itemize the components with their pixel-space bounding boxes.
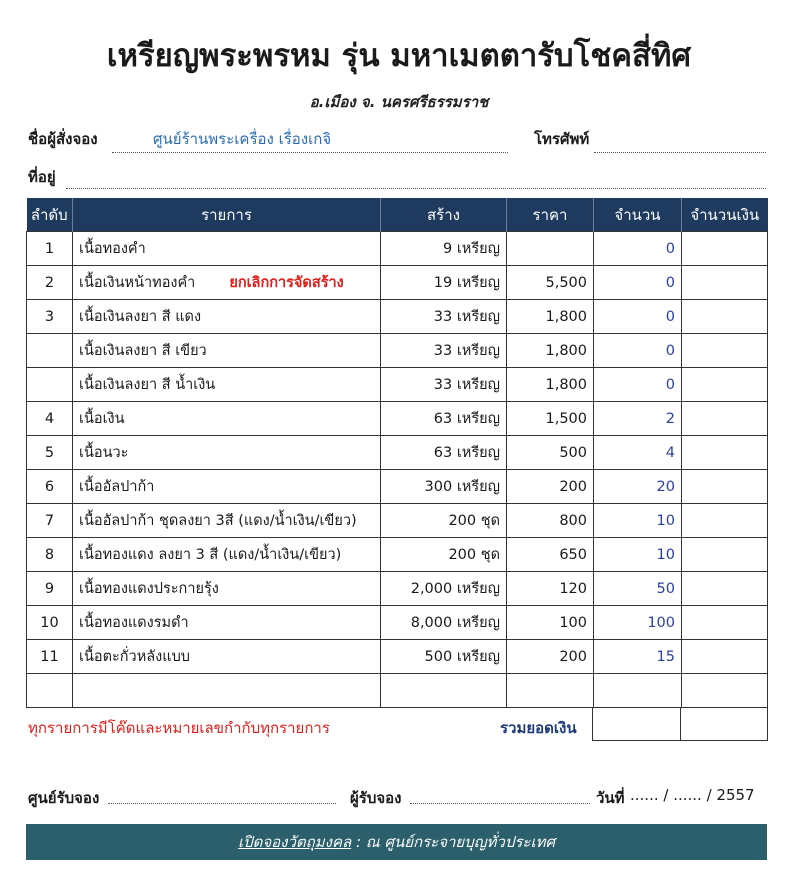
cell-item-text: เนื้อเงินลงยา สี น้ำเงิน bbox=[79, 377, 216, 393]
date-field[interactable]: ...... / ...... / 2557 bbox=[630, 786, 755, 804]
header-no: ลำดับ bbox=[27, 198, 73, 232]
cell-amount[interactable] bbox=[682, 232, 768, 266]
cell-item-text: เนื้อเงิน bbox=[79, 411, 125, 427]
cell-qty[interactable] bbox=[594, 606, 682, 640]
cell-made-text: 300 เหรียญ bbox=[424, 479, 500, 495]
cell-made-text: 33 เหรียญ bbox=[433, 377, 500, 393]
cell-item bbox=[73, 402, 381, 436]
cell-item bbox=[73, 368, 381, 402]
cell-price bbox=[507, 368, 594, 402]
center-field[interactable] bbox=[108, 803, 336, 804]
address-field[interactable] bbox=[66, 188, 766, 189]
cell-price bbox=[507, 674, 594, 708]
cell-made bbox=[381, 436, 507, 470]
cell-made-text: 2,000 เหรียญ bbox=[410, 581, 500, 597]
cell-qty[interactable] bbox=[594, 640, 682, 674]
cell-no bbox=[27, 674, 73, 708]
cell-qty[interactable] bbox=[594, 334, 682, 368]
cell-price-text: 5,500 bbox=[545, 274, 587, 291]
center-label: ศูนย์รับจอง bbox=[28, 789, 100, 807]
cell-no-text: 6 bbox=[44, 478, 55, 495]
code-note: ทุกรายการมีโค๊ดและหมายเลขกำกับทุกรายการ bbox=[28, 719, 330, 737]
bottom-banner bbox=[26, 824, 767, 860]
cell-no-text: 3 bbox=[44, 308, 55, 325]
cell-made bbox=[381, 640, 507, 674]
cell-item-text: เนื้อทองแดง ลงยา 3 สี (แดง/น้ำเงิน/เขียว) bbox=[79, 547, 342, 563]
cell-made bbox=[381, 674, 507, 708]
cell-qty-text: 0 bbox=[665, 376, 675, 393]
cell-price-text: 500 bbox=[559, 444, 587, 461]
cell-price bbox=[507, 300, 594, 334]
cell-price-text: 1,800 bbox=[545, 342, 587, 359]
cell-qty-text: 0 bbox=[665, 342, 675, 359]
cell-made-text: 9 เหรียญ bbox=[443, 241, 500, 257]
cell-qty[interactable] bbox=[594, 504, 682, 538]
table-row bbox=[27, 402, 768, 436]
header-price: ราคา bbox=[507, 198, 594, 232]
cell-amount[interactable] bbox=[682, 334, 768, 368]
cell-no-text: 11 bbox=[40, 648, 59, 665]
cell-made-text: 8,000 เหรียญ bbox=[410, 615, 500, 631]
cell-no bbox=[27, 334, 73, 368]
cell-price-text: 120 bbox=[559, 580, 587, 597]
cell-made bbox=[381, 402, 507, 436]
table-row bbox=[27, 334, 768, 368]
cell-amount[interactable] bbox=[682, 504, 768, 538]
date-label: วันที่ bbox=[596, 789, 625, 807]
header-item: รายการ bbox=[73, 198, 381, 232]
cell-no-text: 7 bbox=[44, 512, 55, 529]
cell-made bbox=[381, 470, 507, 504]
cell-item bbox=[73, 436, 381, 470]
cell-item bbox=[73, 572, 381, 606]
cell-made bbox=[381, 232, 507, 266]
total-amount-box[interactable] bbox=[680, 707, 768, 741]
cell-item bbox=[73, 674, 381, 708]
cell-made-text: 19 เหรียญ bbox=[433, 275, 500, 291]
orderer-line bbox=[112, 152, 508, 153]
cell-made bbox=[381, 572, 507, 606]
cell-item-text: เนื้อนวะ bbox=[79, 445, 129, 461]
cell-made bbox=[381, 538, 507, 572]
cell-price bbox=[507, 436, 594, 470]
cell-qty[interactable] bbox=[594, 674, 682, 708]
cell-made-text: 63 เหรียญ bbox=[433, 445, 500, 461]
cell-amount[interactable] bbox=[682, 402, 768, 436]
orderer-label: ชื่อผู้สั่งจอง bbox=[28, 130, 98, 148]
cell-qty-text: 15 bbox=[656, 648, 675, 665]
table-row bbox=[27, 572, 768, 606]
cell-no-text: 10 bbox=[40, 614, 59, 631]
total-qty-box bbox=[592, 707, 681, 741]
cell-price bbox=[507, 538, 594, 572]
cell-amount[interactable] bbox=[682, 572, 768, 606]
table-row bbox=[27, 436, 768, 470]
cell-price bbox=[507, 640, 594, 674]
cell-item-text: เนื้อเงินหน้าทองคำ bbox=[79, 275, 196, 291]
phone-label: โทรศัพท์ bbox=[534, 130, 590, 148]
cell-no bbox=[27, 606, 73, 640]
cancel-note: ยกเลิกการจัดสร้าง bbox=[229, 275, 344, 291]
cell-no bbox=[27, 402, 73, 436]
orderer-value[interactable]: ศูนย์ร้านพระเครื่อง เรื่องเกจิ bbox=[153, 130, 332, 148]
cell-made bbox=[381, 606, 507, 640]
cell-price bbox=[507, 402, 594, 436]
cell-qty-text: 50 bbox=[656, 580, 675, 597]
cell-price-text: 200 bbox=[559, 478, 587, 495]
cell-made bbox=[381, 300, 507, 334]
address-label: ที่อยู่ bbox=[28, 168, 56, 186]
cell-no bbox=[27, 266, 73, 300]
cell-item bbox=[73, 606, 381, 640]
cell-qty[interactable] bbox=[594, 266, 682, 300]
cell-made bbox=[381, 504, 507, 538]
cell-item-text: เนื้อทองแดงรมดำ bbox=[79, 615, 189, 631]
cell-qty[interactable] bbox=[594, 436, 682, 470]
cell-qty-text: 0 bbox=[665, 308, 675, 325]
cell-item-text: เนื้ออัลปาก้า ชุดลงยา 3สี (แดง/น้ำเงิน/เขียว) bbox=[79, 513, 357, 529]
cell-no-text: 9 bbox=[44, 580, 55, 597]
cell-price bbox=[507, 504, 594, 538]
header-qty: จำนวน bbox=[594, 198, 682, 232]
table-row bbox=[27, 674, 768, 708]
cell-amount[interactable] bbox=[682, 606, 768, 640]
cell-item bbox=[73, 300, 381, 334]
cell-made-text: 33 เหรียญ bbox=[433, 343, 500, 359]
table-row bbox=[27, 470, 768, 504]
cell-made-text: 500 เหรียญ bbox=[424, 649, 500, 665]
cell-made bbox=[381, 334, 507, 368]
table-row bbox=[27, 232, 768, 266]
cell-qty[interactable] bbox=[594, 368, 682, 402]
cell-made bbox=[381, 368, 507, 402]
table-header-row bbox=[27, 198, 768, 232]
cell-amount[interactable] bbox=[682, 368, 768, 402]
cell-price bbox=[507, 606, 594, 640]
cell-item bbox=[73, 334, 381, 368]
phone-field[interactable] bbox=[594, 152, 766, 153]
table-row bbox=[27, 300, 768, 334]
header-made: สร้าง bbox=[381, 198, 507, 232]
cell-item-text: เนื้อเงินลงยา สี เขียว bbox=[79, 343, 207, 359]
cell-made-text: 200 ชุด bbox=[448, 547, 500, 563]
cell-amount[interactable] bbox=[682, 436, 768, 470]
cell-made bbox=[381, 266, 507, 300]
banner-lead: เปิดจองวัตถุมงคล bbox=[237, 833, 352, 851]
cell-no bbox=[27, 572, 73, 606]
cell-no-text: 1 bbox=[44, 240, 55, 257]
cell-no bbox=[27, 640, 73, 674]
cell-qty-text: 10 bbox=[656, 546, 675, 563]
cell-item-text: เนื้อเงินลงยา สี แดง bbox=[79, 309, 202, 325]
cell-item bbox=[73, 266, 381, 300]
cell-item bbox=[73, 470, 381, 504]
table-row bbox=[27, 266, 768, 300]
cell-item-text: เนื้อทองคำ bbox=[79, 241, 146, 257]
cell-no bbox=[27, 300, 73, 334]
cell-made-text: 63 เหรียญ bbox=[433, 411, 500, 427]
cell-qty-text: 20 bbox=[656, 478, 675, 495]
cell-no bbox=[27, 538, 73, 572]
cell-made-text: 33 เหรียญ bbox=[433, 309, 500, 325]
cell-amount[interactable] bbox=[682, 266, 768, 300]
cell-no-text: 4 bbox=[44, 410, 55, 427]
cell-price bbox=[507, 470, 594, 504]
table-row bbox=[27, 538, 768, 572]
cell-qty[interactable] bbox=[594, 402, 682, 436]
cell-qty[interactable] bbox=[594, 232, 682, 266]
cell-qty[interactable] bbox=[594, 572, 682, 606]
cell-no bbox=[27, 504, 73, 538]
cell-price-text: 200 bbox=[559, 648, 587, 665]
cell-no bbox=[27, 368, 73, 402]
cell-price bbox=[507, 334, 594, 368]
cell-qty-text: 4 bbox=[665, 444, 675, 461]
cell-amount[interactable] bbox=[682, 640, 768, 674]
header-amount: จำนวนเงิน bbox=[682, 198, 768, 232]
cell-price bbox=[507, 572, 594, 606]
cell-qty-text: 0 bbox=[665, 240, 675, 257]
cell-item bbox=[73, 232, 381, 266]
cell-price-text: 100 bbox=[559, 614, 587, 631]
cell-no bbox=[27, 470, 73, 504]
page-title: เหรียญพระพรหม รุ่น มหาเมตตารับโชคสี่ทิศ bbox=[106, 38, 692, 74]
cell-made-text: 200 ชุด bbox=[448, 513, 500, 529]
cell-price-text: 650 bbox=[559, 546, 587, 563]
banner-rest: : ณ ศูนย์กระจายบุญทั่วประเทศ bbox=[351, 833, 556, 851]
cell-qty-text: 10 bbox=[656, 512, 675, 529]
cell-price-text: 1,500 bbox=[545, 410, 587, 427]
cell-qty-text: 100 bbox=[647, 614, 675, 631]
cell-qty-text: 2 bbox=[665, 410, 675, 427]
page-subtitle: อ.เมือง จ. นครศรีธรรมราช bbox=[309, 93, 489, 111]
cell-qty-text: 0 bbox=[665, 274, 675, 291]
cell-amount[interactable] bbox=[682, 470, 768, 504]
cell-price-text: 800 bbox=[559, 512, 587, 529]
total-label: รวมยอดเงิน bbox=[500, 719, 577, 737]
cell-item-text: เนื้อทองแดงประกายรุ้ง bbox=[79, 581, 219, 597]
cell-amount[interactable] bbox=[682, 300, 768, 334]
cell-price bbox=[507, 266, 594, 300]
receiver-field[interactable] bbox=[410, 803, 590, 804]
cell-no-text: 8 bbox=[44, 546, 55, 563]
table-row bbox=[27, 640, 768, 674]
receiver-label: ผู้รับจอง bbox=[350, 789, 402, 807]
cell-amount[interactable] bbox=[682, 674, 768, 708]
cell-no-text: 5 bbox=[44, 444, 55, 461]
table-row bbox=[27, 606, 768, 640]
cell-qty[interactable] bbox=[594, 300, 682, 334]
cell-price-text: 1,800 bbox=[545, 376, 587, 393]
cell-no-text: 2 bbox=[44, 274, 55, 291]
cell-item bbox=[73, 504, 381, 538]
cell-qty[interactable] bbox=[594, 538, 682, 572]
cell-price-text: 1,800 bbox=[545, 308, 587, 325]
cell-item-text: เนื้อตะกั่วหลังแบบ bbox=[79, 649, 190, 665]
cell-item bbox=[73, 538, 381, 572]
cell-price bbox=[507, 232, 594, 266]
cell-no bbox=[27, 232, 73, 266]
order-table bbox=[26, 198, 768, 708]
table-row bbox=[27, 504, 768, 538]
cell-amount[interactable] bbox=[682, 538, 768, 572]
cell-item-text: เนื้ออัลปาก้า bbox=[79, 479, 155, 495]
table-row bbox=[27, 368, 768, 402]
cell-no bbox=[27, 436, 73, 470]
cell-qty[interactable] bbox=[594, 470, 682, 504]
cell-item bbox=[73, 640, 381, 674]
